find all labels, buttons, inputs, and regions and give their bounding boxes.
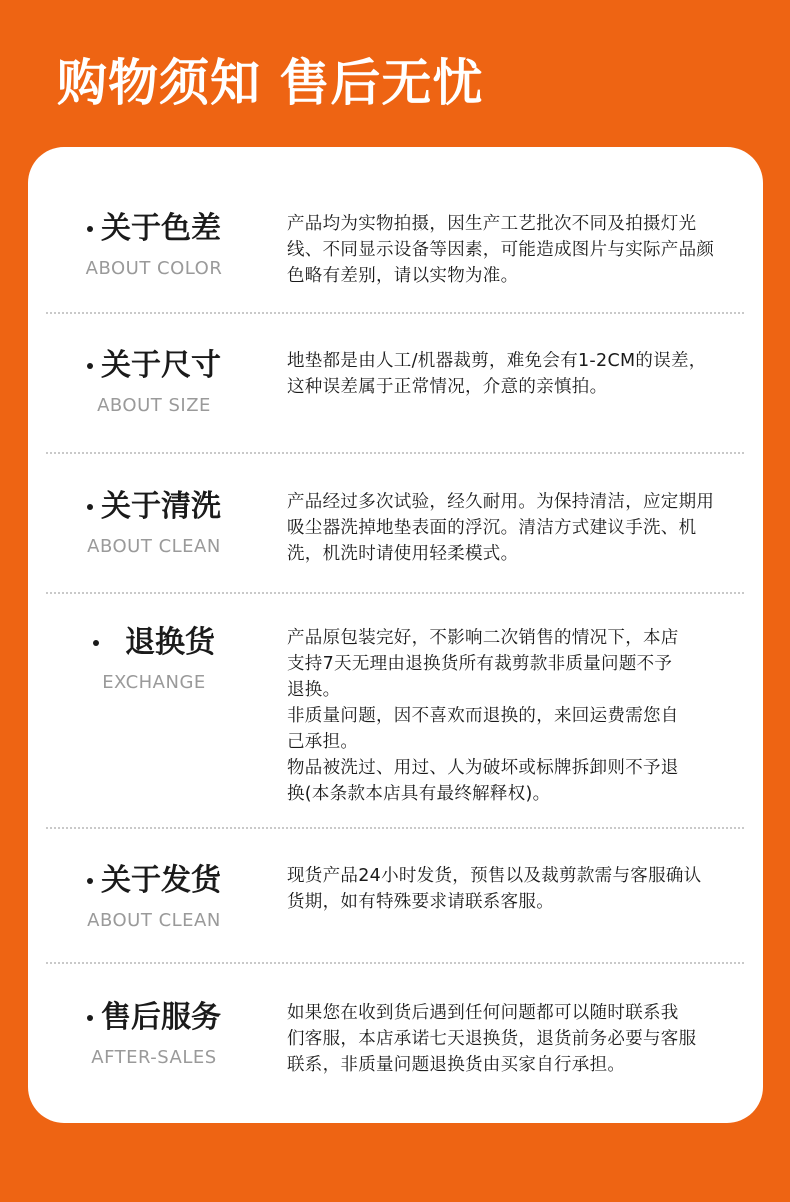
section-description xyxy=(287,489,749,567)
description-line: 线、不同显示设备等因素，可能造成图片与实际产品颜 xyxy=(287,240,715,260)
description-line: 如果您在收到货后遇到任何问题都可以随时联系我 xyxy=(287,1003,679,1023)
section-description xyxy=(287,211,749,289)
section-description xyxy=(287,348,749,400)
description-line: 洗，机洗时请使用轻柔模式。 xyxy=(287,544,519,564)
bullet-icon xyxy=(87,226,93,232)
description-line: 非质量问题，因不喜欢而退换的，来回运费需您自 xyxy=(287,706,679,726)
bullet-icon xyxy=(87,878,93,884)
section-subtitle: ABOUT CLEAN xyxy=(87,910,221,931)
section-label xyxy=(48,344,260,418)
description-line: 退换。 xyxy=(287,680,341,700)
bullet-icon xyxy=(93,640,99,646)
page-title: 购物须知 售后无忧 xyxy=(57,54,484,112)
dotted-divider xyxy=(46,592,744,594)
description-line: 联系，非质量问题退换货由买家自行承担。 xyxy=(287,1055,626,1075)
section-title: 关于发货 xyxy=(101,863,221,898)
notice-card xyxy=(28,147,763,1123)
bullet-icon xyxy=(87,504,93,510)
bullet-icon xyxy=(87,363,93,369)
section-title: 关于尺寸 xyxy=(101,348,221,383)
section-label xyxy=(48,485,260,559)
dotted-divider xyxy=(46,962,744,964)
section-label xyxy=(48,996,260,1070)
section-description xyxy=(287,1000,749,1078)
section-label xyxy=(48,207,260,281)
section-label xyxy=(48,859,260,933)
description-line: 地垫都是由人工/机器裁剪，难免会有1-2CM的误差， xyxy=(287,351,707,371)
section-subtitle: EXCHANGE xyxy=(102,672,206,693)
dotted-divider xyxy=(46,312,744,314)
description-line: 物品被洗过、用过、人为破坏或标牌拆卸则不予退 xyxy=(287,758,679,778)
dotted-divider xyxy=(46,827,744,829)
section-subtitle: ABOUT CLEAN xyxy=(87,536,221,557)
description-line: 们客服，本店承诺七天退换货，退货前务必要与客服 xyxy=(287,1029,697,1049)
bullet-icon xyxy=(87,1015,93,1021)
description-line: 己承担。 xyxy=(287,732,359,752)
description-line: 吸尘器洗掉地垫表面的浮沉。清洁方式建议手洗、机 xyxy=(287,518,697,538)
section-title: 关于清洗 xyxy=(101,489,221,524)
description-line: 产品均为实物拍摄，因生产工艺批次不同及拍摄灯光 xyxy=(287,214,697,234)
section-description xyxy=(287,863,749,915)
description-line: 产品经过多次试验，经久耐用。为保持清洁，应定期用 xyxy=(287,492,715,512)
section-subtitle: AFTER-SALES xyxy=(91,1047,217,1068)
section-title: 关于色差 xyxy=(101,211,221,246)
section-title: 售后服务 xyxy=(101,1000,221,1035)
section-subtitle: ABOUT COLOR xyxy=(85,258,223,279)
description-line: 产品原包装完好，不影响二次销售的情况下，本店 xyxy=(287,628,679,648)
section-description xyxy=(287,625,749,807)
section-subtitle: ABOUT SIZE xyxy=(97,395,211,416)
dotted-divider xyxy=(46,452,744,454)
description-line: 支持7天无理由退换货所有裁剪款非质量问题不予 xyxy=(287,654,673,674)
description-line: 货期，如有特殊要求请联系客服。 xyxy=(287,892,554,912)
section-title: 退换货 xyxy=(125,625,215,660)
description-line: 色略有差别，请以实物为准。 xyxy=(287,266,519,286)
description-line: 这种误差属于正常情况，介意的亲慎拍。 xyxy=(287,377,608,397)
description-line: 换(本条款本店具有最终解释权)。 xyxy=(287,784,551,804)
section-label xyxy=(48,621,260,695)
description-line: 现货产品24小时发货，预售以及裁剪款需与客服确认 xyxy=(287,866,702,886)
